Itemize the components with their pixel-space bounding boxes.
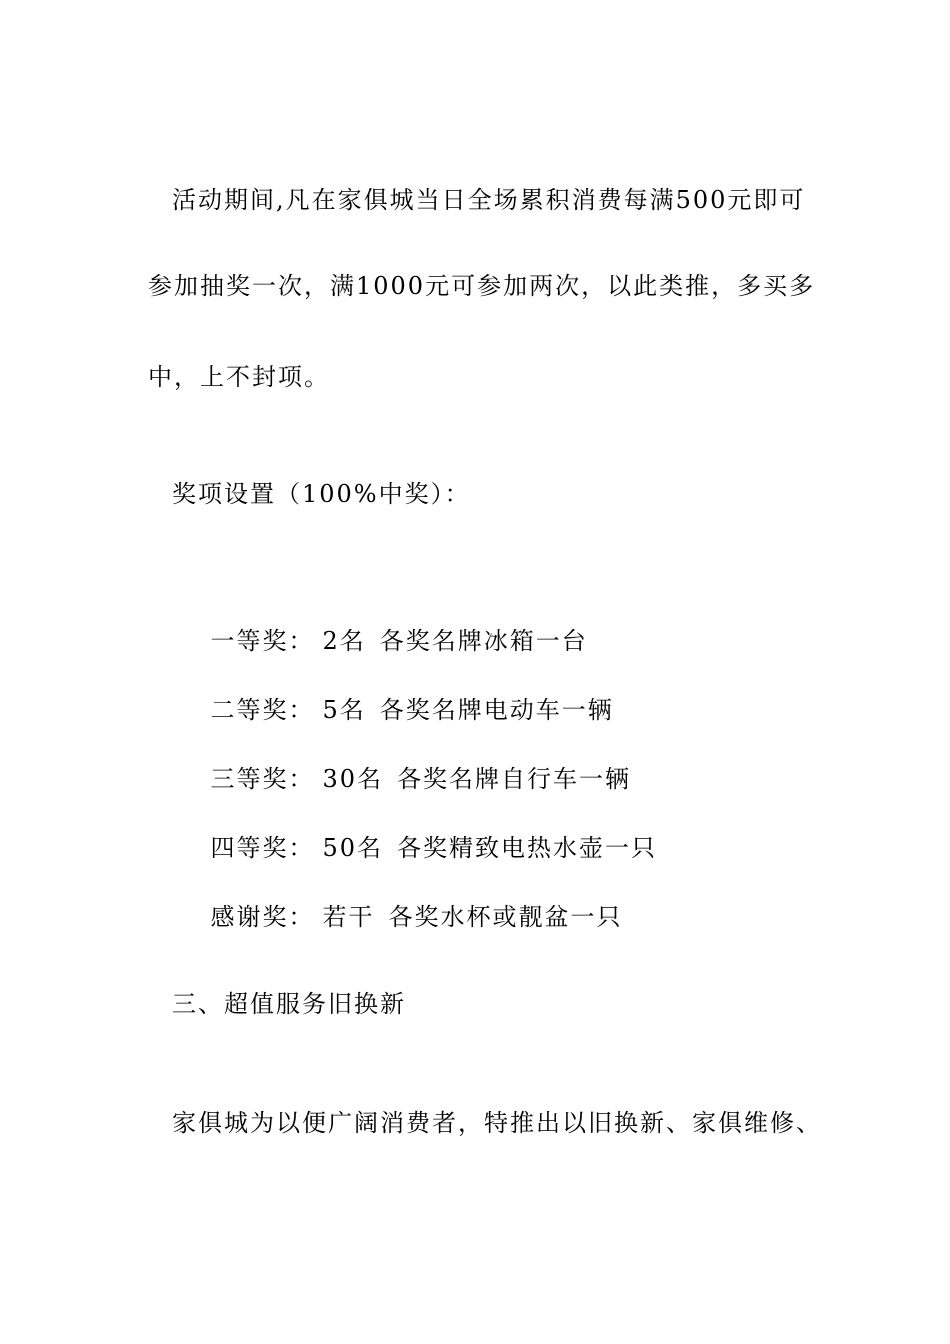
paragraph-1-line-3: 中，上不封项。: [148, 363, 330, 391]
prize-label: 感谢奖：: [210, 903, 315, 931]
prize-heading: 奖项设置（100%中奖）：: [172, 480, 471, 508]
section-3-heading: 三、超值服务旧换新: [172, 990, 406, 1018]
paragraph-1-line-1: 活动期间,凡在家俱城当日全场累积消费每满500元即可: [172, 186, 806, 214]
prize-item: 各奖水杯或靓盆一只: [388, 903, 623, 931]
prize-count: 5名: [322, 696, 366, 724]
prize-row-thanks: [172, 872, 623, 962]
prize-count: 50名: [322, 834, 384, 862]
prize-label: 三等奖：: [210, 765, 315, 793]
prize-label: 二等奖：: [210, 696, 315, 724]
prize-count: 30名: [322, 765, 384, 793]
prize-count: 2名: [322, 627, 366, 655]
prize-item: 各奖名牌电动车一辆: [379, 696, 614, 724]
prize-label: 一等奖：: [210, 627, 315, 655]
paragraph-2-line-1: 家俱城为以便广阔消费者，特推出以旧换新、家俱维修、: [172, 1109, 822, 1137]
prize-item: 各奖精致电热水壶一只: [397, 834, 658, 862]
prize-item: 各奖名牌自行车一辆: [397, 765, 632, 793]
prize-label: 四等奖：: [210, 834, 315, 862]
paragraph-1-line-2: 参加抽奖一次，满1000元可参加两次，以此类推，多买多: [148, 272, 816, 300]
prize-count: 若干: [322, 903, 375, 931]
prize-item: 各奖名牌冰箱一台: [379, 627, 588, 655]
